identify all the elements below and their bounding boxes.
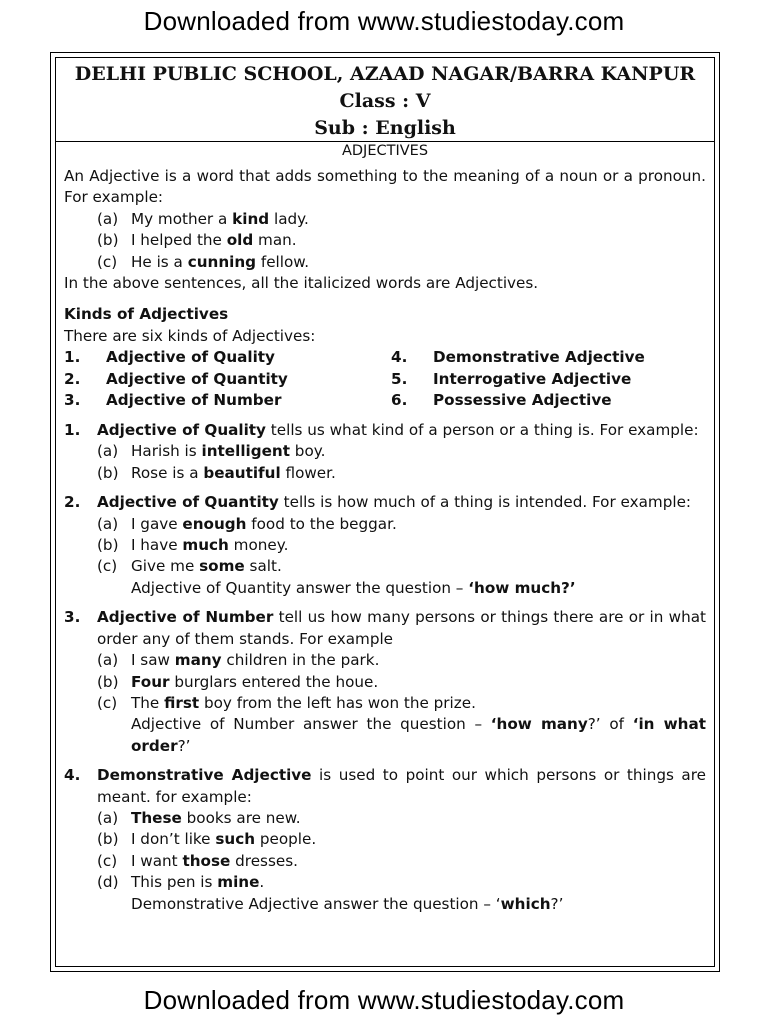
example-label: (a) xyxy=(97,808,119,827)
kind-name: Adjective of Number xyxy=(106,391,282,410)
example-text: These books are new. xyxy=(131,808,301,827)
kind-number: 5. xyxy=(391,369,408,388)
kind-number: 1. xyxy=(64,348,81,367)
worksheet-body xyxy=(56,142,714,915)
section-examples xyxy=(64,441,706,484)
example-label: (c) xyxy=(97,851,118,870)
intro-paragraph: An Adjective is a word that adds something to the meaning of a noun or a pronoun. For example: xyxy=(64,167,706,207)
section-definition: Adjective of Quality tells us what kind of a person or a thing is. For example: xyxy=(97,421,699,440)
example-label: (a) xyxy=(97,442,119,461)
example-label: (c) xyxy=(97,557,118,576)
adjective-section xyxy=(64,765,706,915)
example-line xyxy=(97,230,706,251)
section-heading xyxy=(64,420,706,441)
example-label: (a) xyxy=(97,209,119,228)
kind-number: 2. xyxy=(64,369,81,388)
class-label: Class : V xyxy=(339,90,431,112)
section-definition: Demonstrative Adjective is used to point our which persons or things are meant. for example: xyxy=(97,766,706,806)
example-label: (a) xyxy=(97,651,119,670)
adjective-section xyxy=(64,607,706,757)
example-text: I helped the old man. xyxy=(131,231,297,250)
example-text: The first boy from the left has won the prize. xyxy=(131,693,476,712)
example-bold: intelligent xyxy=(201,442,290,461)
example-line xyxy=(97,693,706,714)
example-line xyxy=(97,535,706,556)
section-examples xyxy=(64,514,706,600)
section-heading xyxy=(64,492,706,513)
kind-name: Possessive Adjective xyxy=(433,391,612,410)
example-line xyxy=(97,808,706,829)
adjective-section xyxy=(64,420,706,484)
example-label: (b) xyxy=(97,830,119,849)
example-bold: many xyxy=(174,651,222,670)
section-term: Adjective of Quality xyxy=(97,421,266,440)
example-text: My mother a kind lady. xyxy=(131,209,309,228)
example-bold: mine xyxy=(217,873,260,892)
kind-name: Adjective of Quantity xyxy=(106,369,288,388)
example-bold: first xyxy=(164,693,200,712)
section-number: 2. xyxy=(64,493,81,512)
example-label: (c) xyxy=(97,693,118,712)
kind-number: 6. xyxy=(391,391,408,410)
example-label: (b) xyxy=(97,672,119,691)
download-banner-bottom: Downloaded from www.studiestoday.com xyxy=(143,985,625,1015)
download-banner-top: Downloaded from www.studiestoday.com xyxy=(143,6,625,36)
worksheet-frame xyxy=(50,52,720,972)
section-definition: Adjective of Quantity tells is how much of a thing is intended. For example: xyxy=(97,493,692,512)
example-line xyxy=(97,514,706,535)
kinds-heading: Kinds of Adjectives xyxy=(64,305,229,324)
topic-title: ADJECTIVES xyxy=(341,143,429,159)
section-term: Adjective of Number xyxy=(97,608,274,627)
section-term: Adjective of Quantity xyxy=(97,493,279,512)
worksheet-header xyxy=(56,58,714,142)
example-text: I want those dresses. xyxy=(131,851,298,870)
example-line xyxy=(97,851,706,872)
intro-note: In the above sentences, all the italicized words are Adjectives. xyxy=(64,274,539,293)
example-bold: much xyxy=(182,536,229,555)
example-bold: kind xyxy=(232,209,270,228)
note-bold: ‘how many xyxy=(490,715,588,734)
kinds-list xyxy=(64,347,706,412)
section-number: 4. xyxy=(64,766,81,785)
example-bold: such xyxy=(215,830,256,849)
example-bold: cunning xyxy=(187,252,257,271)
section-note: Adjective of Number answer the question – ‘how many?’ of ‘in what order?’ xyxy=(131,715,706,755)
kinds-intro: There are six kinds of Adjectives: xyxy=(64,326,316,345)
subject-label: Sub : English xyxy=(314,117,456,139)
example-label: (a) xyxy=(97,514,119,533)
section-examples xyxy=(64,650,706,757)
example-text: Four burglars entered the houe. xyxy=(131,672,379,691)
note-bold: which xyxy=(500,894,551,913)
example-label: (b) xyxy=(97,231,119,250)
example-line xyxy=(97,252,706,273)
example-label: (d) xyxy=(97,873,119,892)
worksheet-inner-border xyxy=(55,57,715,967)
example-text: I saw many children in the park. xyxy=(131,651,380,670)
example-line xyxy=(97,672,706,693)
example-bold: Four xyxy=(131,672,170,691)
section-heading xyxy=(64,765,706,808)
example-bold: those xyxy=(182,851,231,870)
section-number: 1. xyxy=(64,421,81,440)
section-note: Adjective of Quantity answer the question – ‘how much?’ xyxy=(131,578,576,597)
note-bold: ‘how much?’ xyxy=(468,578,576,597)
example-line xyxy=(97,463,706,484)
sections-list xyxy=(64,420,706,915)
example-label: (b) xyxy=(97,536,119,555)
section-examples xyxy=(64,808,706,915)
kind-number: 3. xyxy=(64,391,81,410)
example-text: Harish is intelligent boy. xyxy=(131,442,326,461)
kind-name: Interrogative Adjective xyxy=(433,369,632,388)
example-bold: enough xyxy=(182,514,247,533)
kind-number: 4. xyxy=(391,348,408,367)
example-label: (b) xyxy=(97,463,119,482)
example-line xyxy=(97,556,706,577)
example-text: I gave enough food to the beggar. xyxy=(131,514,397,533)
example-label: (c) xyxy=(97,252,118,271)
example-text: Rose is a beautiful flower. xyxy=(131,463,336,482)
example-line xyxy=(97,872,706,893)
example-text: This pen is mine. xyxy=(131,873,265,892)
intro-examples xyxy=(64,209,706,273)
section-term: Demonstrative Adjective xyxy=(97,766,312,785)
adjective-section xyxy=(64,492,706,599)
example-text: I don’t like such people. xyxy=(131,830,317,849)
example-line xyxy=(97,441,706,462)
example-text: I have much money. xyxy=(131,536,289,555)
section-note: Demonstrative Adjective answer the question – ‘which?’ xyxy=(131,894,564,913)
kind-name: Demonstrative Adjective xyxy=(433,348,645,367)
kind-name: Adjective of Quality xyxy=(106,348,275,367)
example-line xyxy=(97,209,706,230)
section-heading xyxy=(64,607,706,650)
section-definition: Adjective of Number tell us how many persons or things there are or in what order any of them stands. For example xyxy=(97,608,706,648)
example-bold: beautiful xyxy=(203,463,281,482)
example-line xyxy=(97,650,706,671)
example-text: He is a cunning fellow. xyxy=(131,252,310,271)
example-text: Give me some salt. xyxy=(131,557,282,576)
school-name: DELHI PUBLIC SCHOOL, AZAAD NAGAR/BARRA KANPUR xyxy=(74,63,696,85)
section-number: 3. xyxy=(64,608,81,627)
example-line xyxy=(97,829,706,850)
example-bold: These xyxy=(131,808,182,827)
example-bold: some xyxy=(199,557,245,576)
note-bold: ‘in what order xyxy=(131,715,706,755)
example-bold: old xyxy=(226,231,254,250)
